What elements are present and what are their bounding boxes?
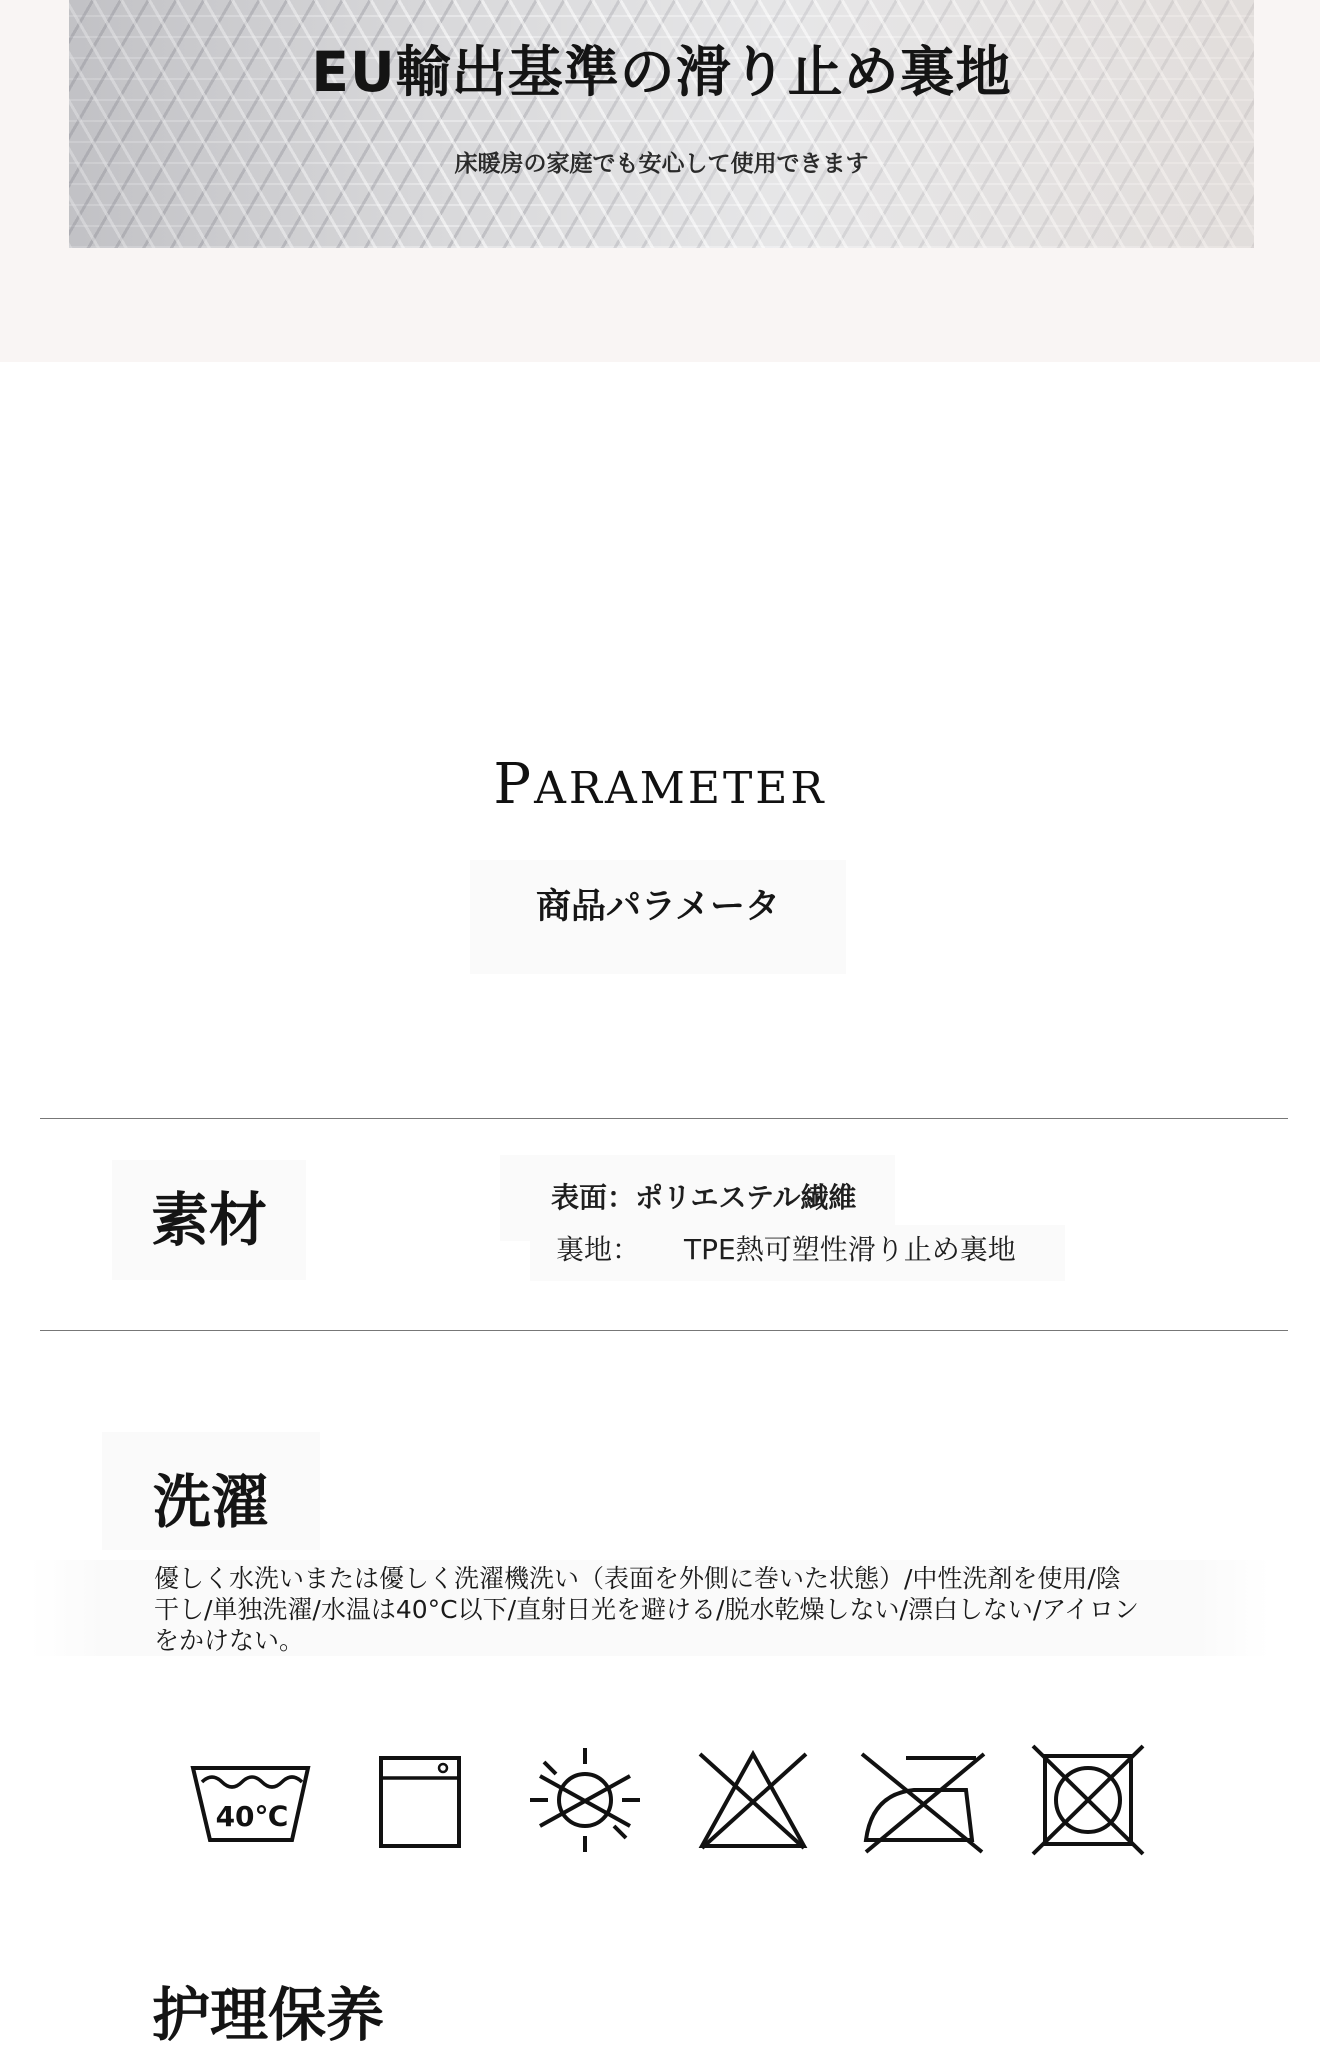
material-backing-value: TPE熱可塑性滑り止め裏地 <box>684 1233 1016 1266</box>
material-backing-key: 裏地： <box>556 1233 641 1266</box>
washing-label: 洗濯 <box>102 1432 320 1550</box>
hero-title: EU輸出基準の滑り止め裏地 <box>311 40 1012 104</box>
do-not-tumble-dry-icon <box>1023 1740 1153 1860</box>
no-direct-sunlight-icon <box>520 1740 650 1860</box>
hero-subtitle: 床暖房の家庭でも安心して使用できます <box>454 151 869 177</box>
parameter-subheading: 商品パラメータ <box>470 860 846 974</box>
do-not-bleach-icon <box>688 1740 818 1860</box>
parameter-heading <box>0 752 1320 817</box>
divider <box>40 1118 1288 1119</box>
tumble-dryer-icon <box>355 1740 485 1860</box>
material-label: 素材 <box>112 1160 306 1280</box>
care-icons <box>0 1740 1320 1860</box>
material-surface: 表面：ポリエステル繊維 <box>500 1155 895 1241</box>
wash-40c-icon <box>188 1740 318 1860</box>
washing-instructions: 優しく水洗いまたは優しく洗濯機洗い（表面を外側に巻いた状態）/中性洗剤を使用/陰干し/単独洗濯/水温は40°C以下/直射日光を避ける/脱水乾燥しない/漂白しない/アイロンをかけない。 <box>154 1564 1140 1655</box>
svg-text:40℃: 40℃ <box>215 1800 289 1833</box>
parameter-heading-initial: P <box>493 752 535 817</box>
do-not-iron-icon <box>858 1740 988 1860</box>
hero-banner <box>69 0 1254 248</box>
divider <box>40 1330 1288 1331</box>
material-backing <box>530 1225 1065 1281</box>
parameter-heading-rest: ARAMETER <box>534 763 827 814</box>
care-section-label: 护理保养 <box>152 1981 385 2049</box>
washing-instructions-box <box>30 1560 1270 1656</box>
